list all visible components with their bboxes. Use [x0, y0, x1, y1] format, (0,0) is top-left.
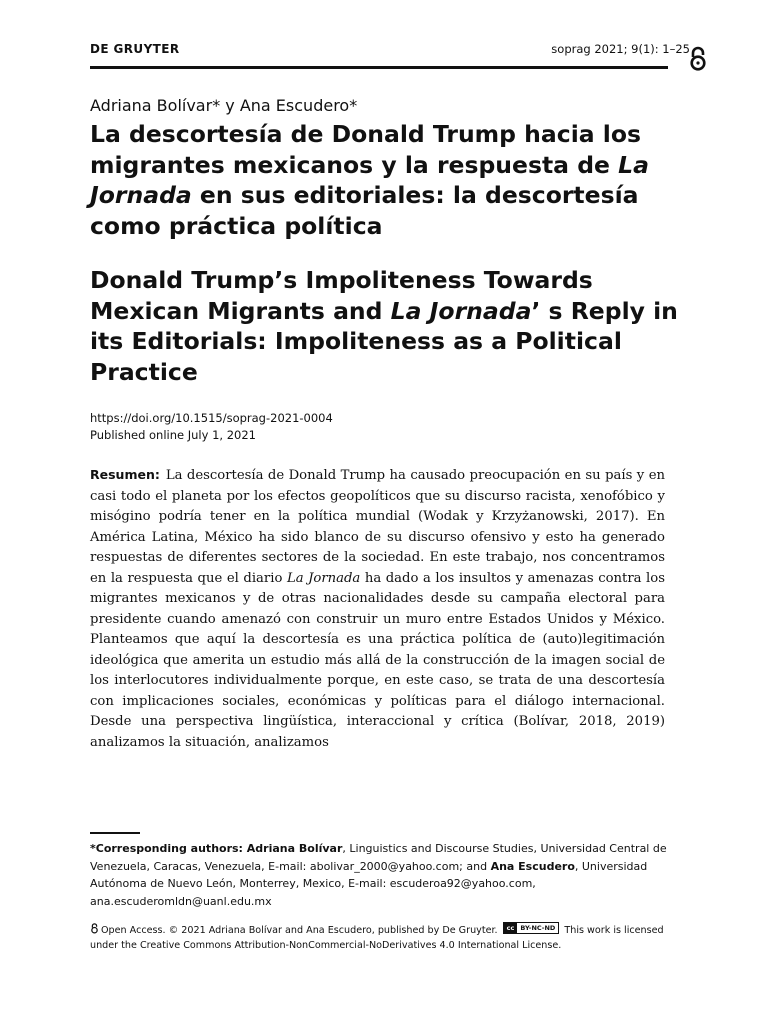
- footnote-text: , Linguistics and Discourse Studies, Universidad Central de Venezuela, Caracas, Venezuela, E-mail: abolivar_2000@yahoo.com; and: [90, 842, 667, 873]
- article-meta: [90, 410, 333, 444]
- license-text: Open Access. © 2021 Adriana Bolívar and Ana Escudero, published by De Gruyter.: [101, 925, 498, 936]
- publication-date: Published online July 1, 2021: [90, 428, 256, 442]
- abstract-label: Resumen:: [90, 467, 160, 482]
- license-text: This work is licensed under the Creative Commons Attribution-NonCommercial-NoDerivatives 4.0 International License.: [90, 925, 664, 951]
- author-name: Adriana Bolívar: [246, 842, 343, 855]
- publisher-name: DE GRUYTER: [90, 42, 180, 56]
- open-access-icon: [688, 46, 708, 72]
- title-text: en sus editoriales: la descortesía: [191, 181, 639, 209]
- cc-license-badge[interactable]: [503, 922, 560, 934]
- newspaper-name: La Jornada: [390, 296, 532, 325]
- title-line: La descortesía de Donald Trump hacia los: [90, 120, 641, 148]
- abstract: [90, 465, 665, 753]
- title-line: [90, 180, 670, 211]
- cc-badge-logo: cc: [504, 923, 518, 933]
- footnote-rule: [90, 832, 140, 834]
- title-spanish: [90, 119, 670, 241]
- title-english: [90, 265, 678, 387]
- open-access-icon: [90, 923, 99, 934]
- doi-link[interactable]: https://doi.org/10.1515/soprag-2021-0004: [90, 411, 333, 425]
- author-name: Ana Escudero: [490, 859, 575, 873]
- author-list: Adriana Bolívar* y Ana Escudero*: [90, 96, 358, 115]
- newspaper-name: La: [618, 150, 649, 179]
- title-text: ’ s Reply in: [531, 296, 678, 325]
- journal-reference: soprag 2021; 9(1): 1–25: [551, 42, 690, 56]
- running-header: [90, 40, 690, 60]
- cc-badge-terms: BY-NC-ND: [520, 924, 556, 932]
- title-line: [90, 150, 670, 181]
- corresponding-authors-footnote: [90, 840, 670, 910]
- footnote-text: , Universidad Autónoma de Nuevo León, Monterrey, Mexico, E-mail: escuderoa92@yahoo.com, ana.escuderomldn@uanl.edu.mx: [90, 859, 648, 908]
- title-line: como práctica política: [90, 211, 383, 240]
- abstract-text: ha dado a los insultos y amenazas contra los migrantes mexicanos y de otras nacionalidades desde su campaña electoral para presidente cuando amenazó con construir un muro entre Estados Unidos y México. Planteamos que aquí la descortesía es una práctica política de (auto)legitimación ideológica que amerita un estudio más allá de la construcción de la imagen social de los interlocutores individualmente porque, en este caso, se trata de una descortesía con implicaciones sociales, económicas y políticas para el diálogo internacional. Desde una perspectiva lingüística, interaccional y crítica (Bolívar, 2018, 2019) analizamos la situación, analizamos: [90, 570, 665, 750]
- footnote-label: *Corresponding authors:: [90, 842, 247, 855]
- newspaper-name: La Jornada: [286, 570, 361, 586]
- header-rule: [90, 66, 668, 69]
- title-line: Donald Trump’s Impoliteness Towards: [90, 266, 593, 294]
- title-line: its Editorials: Impoliteness as a Political: [90, 327, 622, 355]
- abstract-text: La descortesía de Donald Trump ha causado preocupación en su país y en casi todo el planeta por los efectos geopolíticos que su discurso racista, xenofóbico y misógino podría tener en la política mundial (Wodak y Krzyżanowski, 2017). En América Latina, México ha sido blanco de su discurso ofensivo y esto ha generado respuestas de diferentes sectores de la sociedad. En este trabajo, nos concentramos en la respuesta que el diario: [90, 468, 665, 586]
- newspaper-name: Jornada: [90, 181, 192, 209]
- title-text: migrantes mexicanos y la respuesta de: [90, 150, 619, 179]
- title-line: [90, 296, 678, 327]
- license-statement: [90, 922, 670, 953]
- title-line: Practice: [90, 357, 198, 386]
- title-text: Mexican Migrants and: [90, 296, 391, 325]
